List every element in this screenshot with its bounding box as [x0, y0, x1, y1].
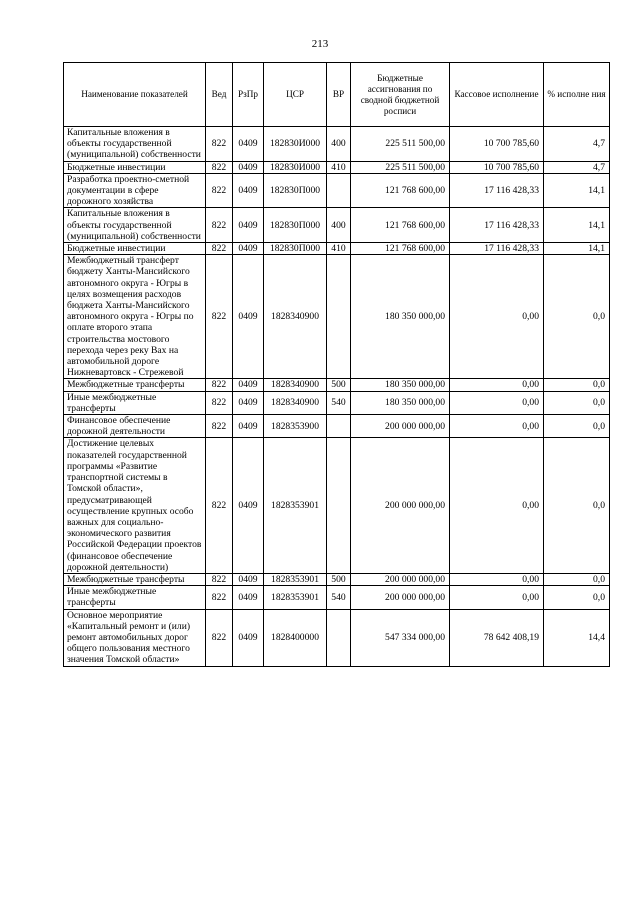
row-rzpr: 0409 [233, 208, 264, 243]
row-pct: 0,0 [544, 415, 610, 438]
row-name: Иные межбюджетные трансферты [64, 586, 206, 609]
header-budget: Бюджетные ассигнования по сводной бюджетной росписи [351, 63, 450, 127]
table-row [64, 415, 610, 438]
row-vr [327, 609, 351, 666]
row-ved: 822 [206, 127, 233, 162]
row-pct: 14,4 [544, 609, 610, 666]
row-csr: 1828353901 [264, 586, 327, 609]
row-budget: 200 000 000,00 [351, 586, 450, 609]
row-pct: 14,1 [544, 243, 610, 255]
row-name: Капитальные вложения в объекты государственной (муниципальной) собственности [64, 208, 206, 243]
row-rzpr: 0409 [233, 379, 264, 391]
row-csr: 1828340900 [264, 379, 327, 391]
row-vr [327, 255, 351, 379]
row-cash: 0,00 [450, 391, 544, 414]
row-name: Бюджетные инвестиции [64, 243, 206, 255]
table-row [64, 391, 610, 414]
row-ved: 822 [206, 379, 233, 391]
row-vr: 540 [327, 586, 351, 609]
row-name: Капитальные вложения в объекты государственной (муниципальной) собственности [64, 127, 206, 162]
row-vr: 500 [327, 379, 351, 391]
row-csr: 1828353901 [264, 438, 327, 573]
table-row [64, 586, 610, 609]
row-rzpr: 0409 [233, 243, 264, 255]
row-budget: 180 350 000,00 [351, 391, 450, 414]
header-vr: ВР [327, 63, 351, 127]
row-name: Достижение целевых показателей государственной программы «Развитие транспортной системы в Томской области», предусматривающей осуществление крупных особо важных для социально-экономического развития Российской Федерации проектов (финансовое обеспечение дорожной деятельности) [64, 438, 206, 573]
row-ved: 822 [206, 243, 233, 255]
row-rzpr: 0409 [233, 161, 264, 173]
row-csr: 182830П000 [264, 243, 327, 255]
row-budget: 121 768 600,00 [351, 243, 450, 255]
row-pct: 0,0 [544, 379, 610, 391]
row-csr: 1828400000 [264, 609, 327, 666]
row-ved: 822 [206, 255, 233, 379]
page-number: 213 [311, 38, 329, 50]
row-name: Разработка проектно-сметной документации в сфере дорожного хозяйства [64, 173, 206, 208]
row-name: Межбюджетные трансферты [64, 379, 206, 391]
header-cash: Кассовое исполнение [450, 63, 544, 127]
table-row [64, 208, 610, 243]
header-pct: % исполне ния [544, 63, 610, 127]
row-rzpr: 0409 [233, 609, 264, 666]
row-rzpr: 0409 [233, 127, 264, 162]
row-budget: 225 511 500,00 [351, 161, 450, 173]
row-rzpr: 0409 [233, 438, 264, 573]
row-vr: 410 [327, 161, 351, 173]
row-name: Бюджетные инвестиции [64, 161, 206, 173]
row-vr [327, 173, 351, 208]
table-row [64, 379, 610, 391]
table-row [64, 243, 610, 255]
row-budget: 200 000 000,00 [351, 438, 450, 573]
row-budget: 180 350 000,00 [351, 255, 450, 379]
table-row [64, 255, 610, 379]
row-name: Основное мероприятие «Капитальный ремонт и (или) ремонт автомобильных дорог общего пользования местного значения Томской области» [64, 609, 206, 666]
table-row [64, 609, 610, 666]
row-pct: 4,7 [544, 161, 610, 173]
row-cash: 0,00 [450, 415, 544, 438]
row-vr: 500 [327, 573, 351, 585]
row-ved: 822 [206, 438, 233, 573]
row-csr: 1828340900 [264, 391, 327, 414]
row-budget: 180 350 000,00 [351, 379, 450, 391]
row-budget: 200 000 000,00 [351, 573, 450, 585]
row-pct: 0,0 [544, 573, 610, 585]
row-rzpr: 0409 [233, 173, 264, 208]
row-cash: 17 116 428,33 [450, 243, 544, 255]
header-rzpr: РзПр [233, 63, 264, 127]
header-csr: ЦСР [264, 63, 327, 127]
table-row [64, 173, 610, 208]
row-pct: 0,0 [544, 255, 610, 379]
row-pct: 0,0 [544, 438, 610, 573]
row-cash: 10 700 785,60 [450, 161, 544, 173]
row-rzpr: 0409 [233, 573, 264, 585]
row-budget: 200 000 000,00 [351, 415, 450, 438]
row-name: Межбюджетные трансферты [64, 573, 206, 585]
row-vr: 400 [327, 208, 351, 243]
row-csr: 1828353900 [264, 415, 327, 438]
table-row [64, 438, 610, 573]
row-cash: 0,00 [450, 573, 544, 585]
row-pct: 14,1 [544, 173, 610, 208]
row-ved: 822 [206, 573, 233, 585]
table-row [64, 573, 610, 585]
row-budget: 225 511 500,00 [351, 127, 450, 162]
row-cash: 0,00 [450, 438, 544, 573]
table-row [64, 161, 610, 173]
row-cash: 0,00 [450, 586, 544, 609]
row-cash: 0,00 [450, 379, 544, 391]
table-row [64, 127, 610, 162]
row-rzpr: 0409 [233, 391, 264, 414]
row-name: Иные межбюджетные трансферты [64, 391, 206, 414]
row-pct: 14,1 [544, 208, 610, 243]
row-vr [327, 438, 351, 573]
row-csr: 182830П000 [264, 173, 327, 208]
row-csr: 1828340900 [264, 255, 327, 379]
row-cash: 78 642 408,19 [450, 609, 544, 666]
row-pct: 4,7 [544, 127, 610, 162]
row-csr: 1828353901 [264, 573, 327, 585]
row-cash: 17 116 428,33 [450, 208, 544, 243]
row-ved: 822 [206, 609, 233, 666]
row-csr: 182830И000 [264, 127, 327, 162]
row-ved: 822 [206, 173, 233, 208]
row-csr: 182830И000 [264, 161, 327, 173]
row-name: Межбюджетный трансферт бюджету Ханты-Мансийского автономного округа - Югры в целях возмещения расходов бюджета Ханты-Мансийского автономного округа - Югры по оплате второго этапа строительства мостового перехода через реку Вах на автомобильной дороге Нижневартовск - Стрежевой [64, 255, 206, 379]
row-ved: 822 [206, 586, 233, 609]
row-vr [327, 415, 351, 438]
header-ved: Вед [206, 63, 233, 127]
row-vr: 540 [327, 391, 351, 414]
row-cash: 10 700 785,60 [450, 127, 544, 162]
budget-execution-table [63, 62, 610, 667]
row-rzpr: 0409 [233, 586, 264, 609]
row-vr: 400 [327, 127, 351, 162]
row-rzpr: 0409 [233, 415, 264, 438]
row-csr: 182830П000 [264, 208, 327, 243]
table-body [64, 127, 610, 667]
header-name: Наименование показателей [64, 63, 206, 127]
row-budget: 121 768 600,00 [351, 208, 450, 243]
row-name: Финансовое обеспечение дорожной деятельности [64, 415, 206, 438]
row-budget: 121 768 600,00 [351, 173, 450, 208]
table-header-row [64, 63, 610, 127]
row-pct: 0,0 [544, 391, 610, 414]
row-cash: 0,00 [450, 255, 544, 379]
row-rzpr: 0409 [233, 255, 264, 379]
row-cash: 17 116 428,33 [450, 173, 544, 208]
row-pct: 0,0 [544, 586, 610, 609]
row-budget: 547 334 000,00 [351, 609, 450, 666]
row-ved: 822 [206, 391, 233, 414]
row-ved: 822 [206, 208, 233, 243]
row-ved: 822 [206, 161, 233, 173]
row-ved: 822 [206, 415, 233, 438]
row-vr: 410 [327, 243, 351, 255]
